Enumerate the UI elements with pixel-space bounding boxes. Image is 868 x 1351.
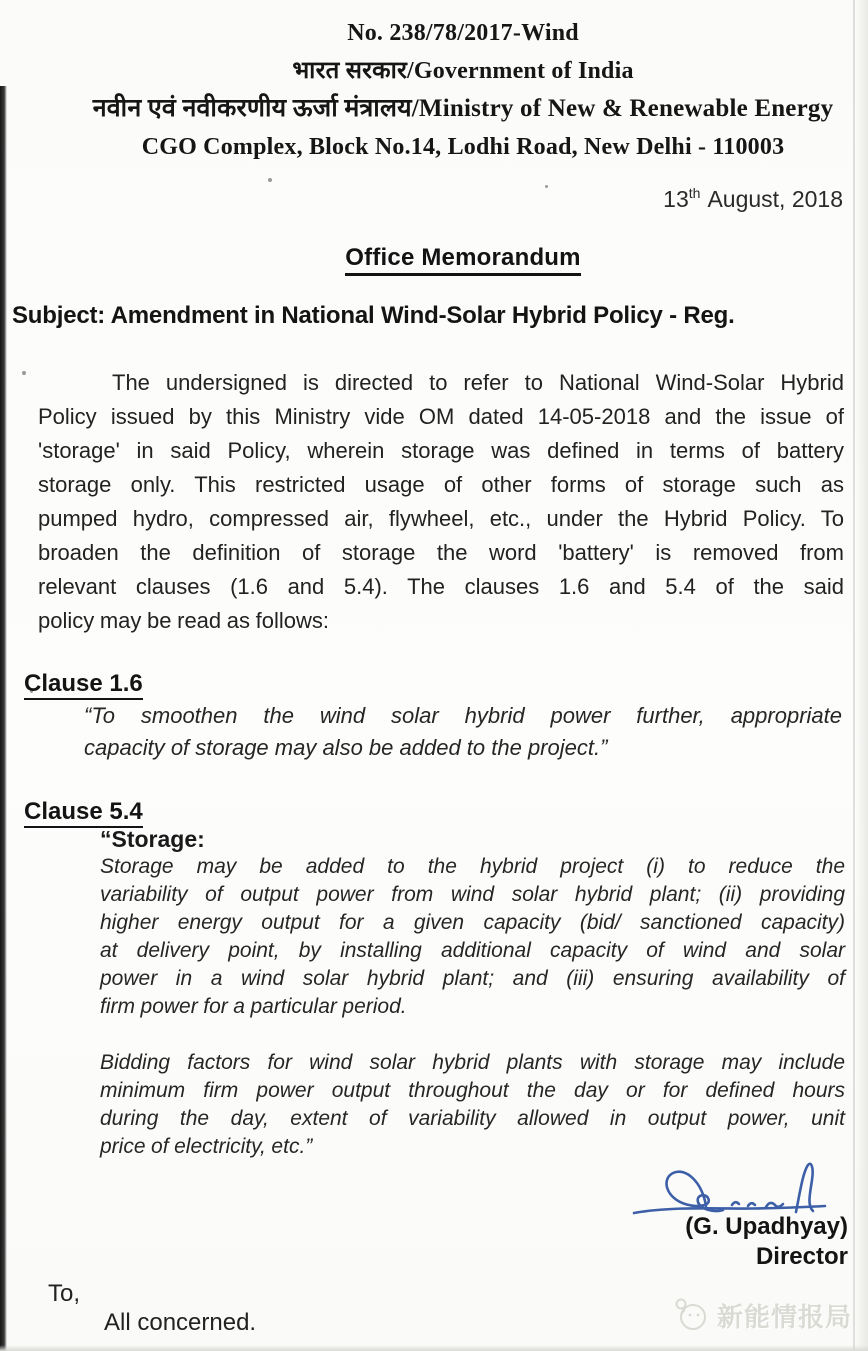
ministry-line: नवीन एवं नवीकरणीय ऊर्जा मंत्रालय/Ministry of New & Renewable Energy <box>92 95 834 122</box>
scan-edge-right-shade <box>855 0 868 1351</box>
clause-5-4-heading <box>24 798 143 826</box>
quote-line: capacity of storage may also be added to the project.” <box>84 735 608 760</box>
date-month-year: August, 2018 <box>707 186 843 212</box>
subject-line: Subject: Amendment in National Wind-Solar Hybrid Policy - Reg. <box>12 302 735 329</box>
scan-speck <box>22 371 26 375</box>
memo-title: Office Memorandum <box>345 244 580 276</box>
scan-edge-bottom-shade <box>0 1345 868 1351</box>
scan-speck <box>268 178 272 182</box>
letterhead <box>0 14 868 166</box>
memo-title-row <box>0 244 868 272</box>
signatory-name: (G. Upadhyay) <box>685 1213 848 1240</box>
body-line: The undersigned is directed to refer to National Wind-Solar Hybrid <box>112 370 844 395</box>
body-line: Policy issued by this Ministry vide OM dated 14-05-2018 and the issue of <box>38 404 844 429</box>
date-day: 13 <box>663 186 689 212</box>
quote-line: variability of output power from wind solar hybrid plant; (ii) providing <box>100 883 845 906</box>
quote-line: at delivery point, by installing additional capacity of wind and solar <box>100 939 845 962</box>
date-ordinal: th <box>688 185 701 201</box>
body-line: 'storage' in said Policy, wherein storage was defined in terms of battery <box>38 438 844 463</box>
signatory-role: Director <box>755 1243 848 1270</box>
quote-line: power in a wind solar hybrid plant; and (iii) ensuring availability of <box>100 967 845 990</box>
document-date <box>663 186 843 213</box>
body-line: relevant clauses (1.6 and 5.4). The clauses 1.6 and 5.4 of the said <box>38 574 844 599</box>
quote-line: during the day, extent of variability allowed in output power, unit <box>100 1107 845 1130</box>
clause-5-4-paragraph-2 <box>100 1049 845 1161</box>
clause-1-6-heading-text: Clause 1.6 <box>24 670 143 700</box>
body-line: policy may be read as follows: <box>38 608 329 633</box>
to-label: To, <box>48 1280 81 1307</box>
body-line: pumped hydro, compressed air, flywheel, etc., under the Hybrid Policy. To <box>38 506 844 531</box>
clause-1-6-quote <box>84 700 842 764</box>
quote-line: price of electricity, etc.” <box>100 1135 313 1158</box>
quote-line: minimum firm power output throughout the day or for defined hours <box>100 1079 845 1102</box>
scan-speck <box>545 185 548 188</box>
clause-5-4-heading-text: Clause 5.4 <box>24 798 143 828</box>
clause-5-4-paragraph-1 <box>100 853 845 1021</box>
storage-label: “Storage: <box>100 826 205 852</box>
address-line: CGO Complex, Block No.14, Lodhi Road, New Delhi - 110003 <box>141 134 785 160</box>
quote-line: higher energy output for a given capacity (bid/ sanctioned capacity) <box>100 911 845 934</box>
body-line: storage only. This restricted usage of other forms of storage such as <box>38 472 844 497</box>
body-line: broaden the definition of storage the word 'battery' is removed from <box>38 540 844 565</box>
signatory-block <box>685 1212 848 1272</box>
reference-number: No. 238/78/2017-Wind <box>347 20 579 46</box>
quote-line: firm power for a particular period. <box>100 995 407 1018</box>
watermark-text: 新能情报局 <box>716 1301 852 1332</box>
body-paragraph <box>38 366 844 638</box>
scan-edge-left-line <box>0 86 7 1351</box>
clause-1-6-heading <box>24 670 143 698</box>
quote-line: Bidding factors for wind solar hybrid plants with storage may include <box>100 1051 845 1074</box>
watermark <box>671 1296 852 1334</box>
addressee: All concerned. <box>104 1309 257 1336</box>
scan-edge-right-line <box>853 0 855 1351</box>
government-line: भारत सरकार/Government of India <box>292 58 634 84</box>
quote-line: Storage may be added to the hybrid project (i) to reduce the <box>100 855 845 878</box>
quote-line: “To smoothen the wind solar hybrid power further, appropriate <box>84 703 842 728</box>
watermark-mascot-icon <box>671 1296 711 1334</box>
